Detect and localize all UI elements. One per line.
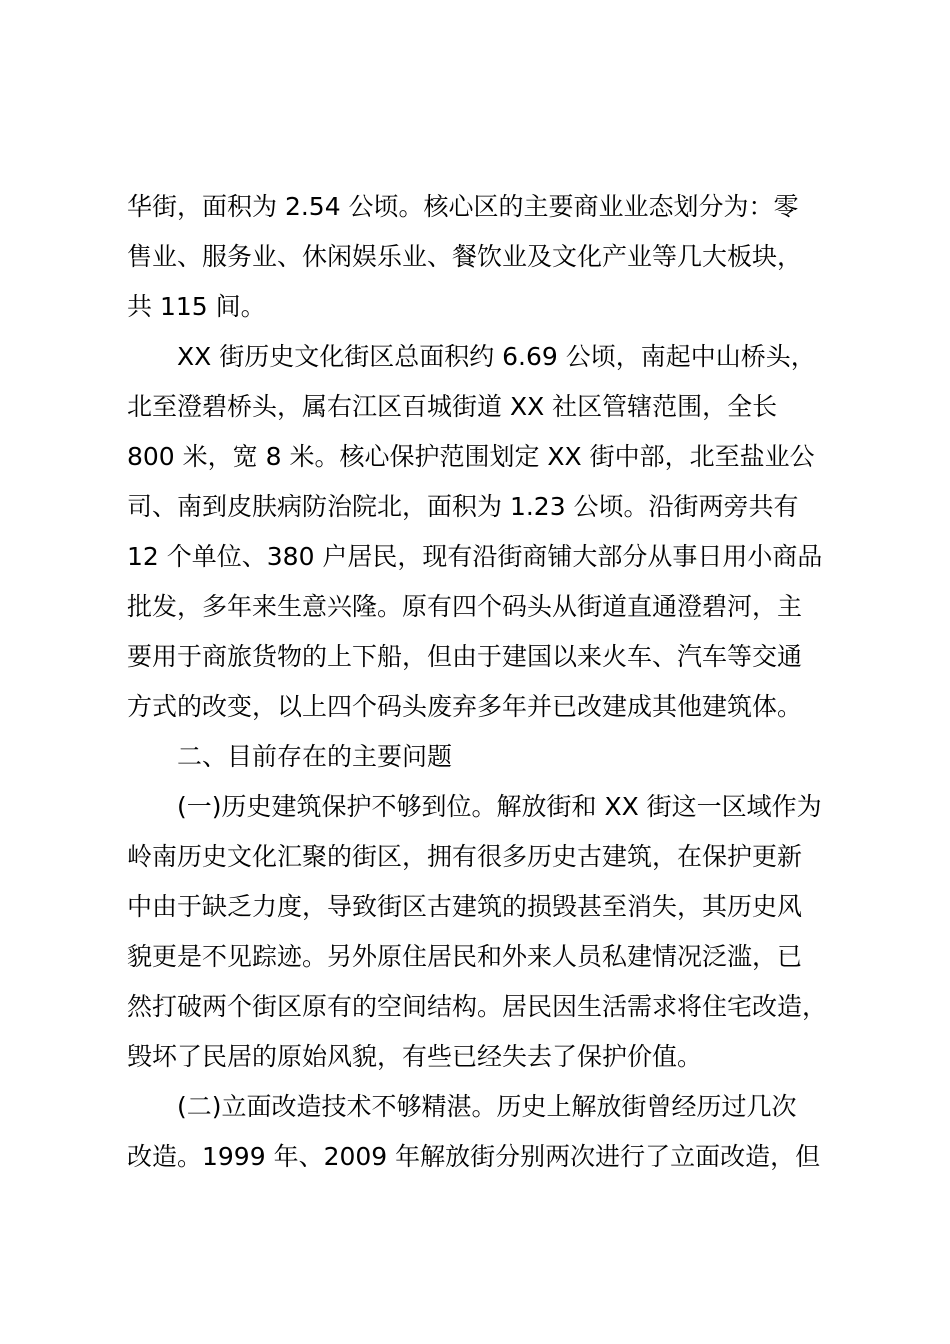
paragraph-start-line: XX 街历史文化街区总面积约 6.69 公顷，南起中山桥头， [177, 342, 816, 371]
text-line: 貌更是不见踪迹。另外原住居民和外来人员私建情况泛滥，已 [127, 942, 803, 971]
text-line: 800 米，宽 8 米。核心保护范围划定 XX 街中部，北至盐业公 [127, 442, 815, 471]
section-heading: 二、目前存在的主要问题 [177, 742, 453, 771]
text-line: 方式的改变，以上四个码头废弃多年并已改建成其他建筑体。 [127, 692, 803, 721]
text-line: 毁坏了民居的原始风貌，有些已经失去了保护价值。 [127, 1042, 703, 1071]
text-line: 12 个单位、380 户居民，现有沿街商铺大部分从事日用小商品 [127, 542, 823, 571]
text-line: 华街，面积为 2.54 公顷。核心区的主要商业业态划分为：零 [127, 192, 799, 221]
text-line: 批发，多年来生意兴隆。原有四个码头从街道直通澄碧河，主 [127, 592, 803, 621]
text-line: 改造。1999 年、2009 年解放街分别两次进行了立面改造，但 [127, 1142, 821, 1171]
text-line: 北至澄碧桥头，属右江区百城街道 XX 社区管辖范围，全长 [127, 392, 778, 421]
text-line: 然打破两个街区原有的空间结构。居民因生活需求将住宅改造， [127, 992, 828, 1021]
text-line: 中由于缺乏力度，导致街区古建筑的损毁甚至消失，其历史风 [127, 892, 803, 921]
text-line: 岭南历史文化汇聚的街区，拥有很多历史古建筑，在保护更新 [127, 842, 803, 871]
paragraph-start-line: (一)历史建筑保护不够到位。解放街和 XX 街这一区域作为 [177, 792, 822, 821]
text-line: 要用于商旅货物的上下船，但由于建国以来火车、汽车等交通 [127, 642, 803, 671]
text-line: 售业、服务业、休闲娱乐业、餐饮业及文化产业等几大板块， [127, 242, 803, 271]
paragraph-start-line: (二)立面改造技术不够精湛。历史上解放街曾经历过几次 [177, 1092, 797, 1121]
text-line: 共 115 间。 [127, 292, 266, 321]
text-line: 司、南到皮肤病防治院北，面积为 1.23 公顷。沿街两旁共有 [127, 492, 799, 521]
